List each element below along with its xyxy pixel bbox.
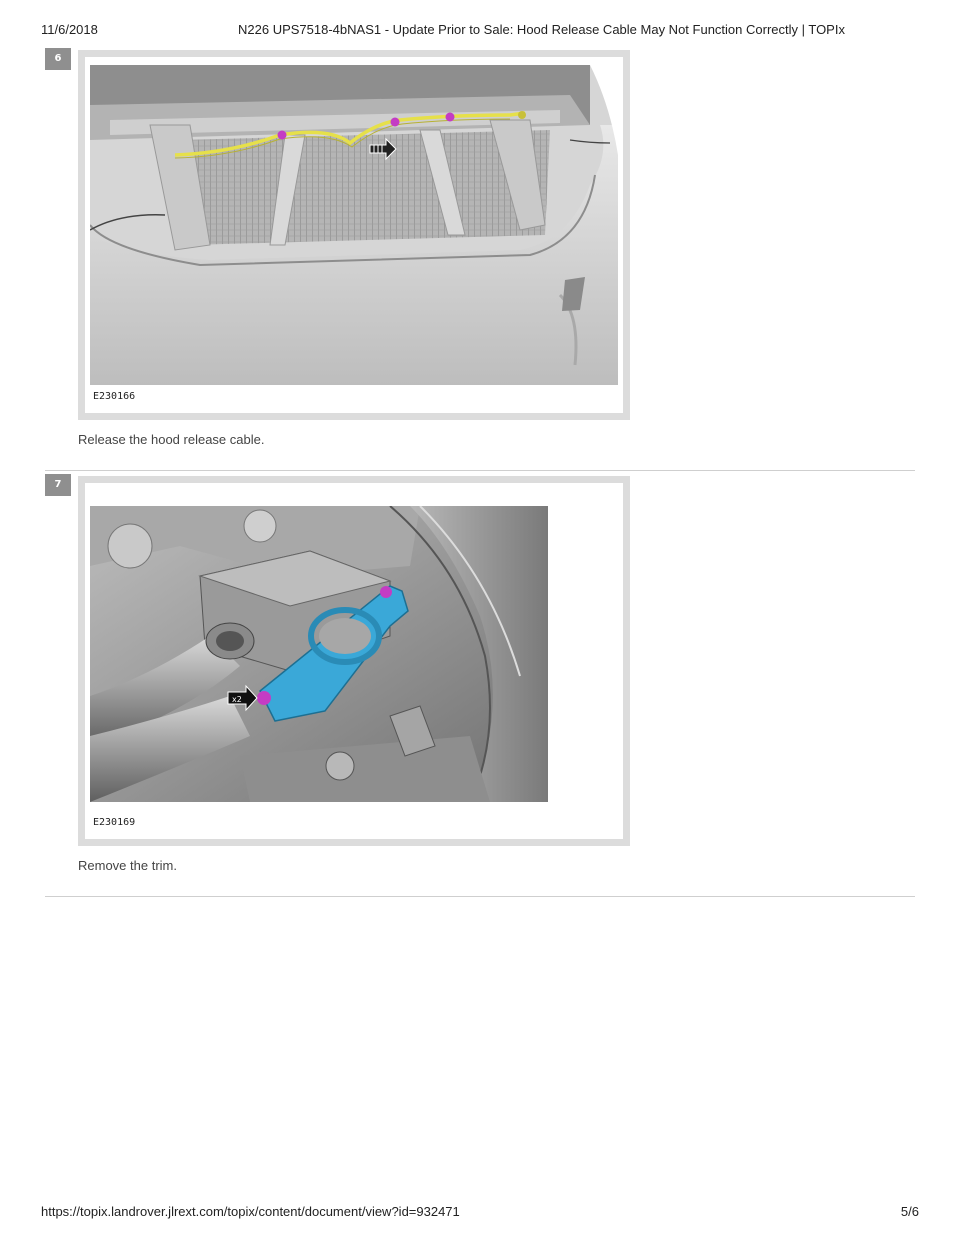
step-number-badge: 7 [45,474,71,496]
figure-code: E230169 [93,817,136,828]
print-date: 11/6/2018 [41,22,98,37]
figure-code: E230166 [93,391,136,402]
callout-quantity: x2 [232,695,242,704]
step-instruction: Release the hood release cable. [78,432,265,447]
figure-frame [78,50,630,420]
hood-release-cable-illustration [90,65,618,385]
page-number: 5/6 [900,1204,919,1219]
document-title: N226 UPS7518-4bNAS1 - Update Prior to Sale: Hood Release Cable May Not Function Correctly | TOPIx [238,22,845,37]
figure-frame [78,476,630,846]
step-divider [45,896,915,897]
trim-removal-illustration [90,506,548,802]
step-divider [45,470,915,471]
step-number-badge: 6 [45,48,71,70]
step-instruction: Remove the trim. [78,858,177,873]
document-url: https://topix.landrover.jlrext.com/topix/content/document/view?id=932471 [41,1204,460,1219]
